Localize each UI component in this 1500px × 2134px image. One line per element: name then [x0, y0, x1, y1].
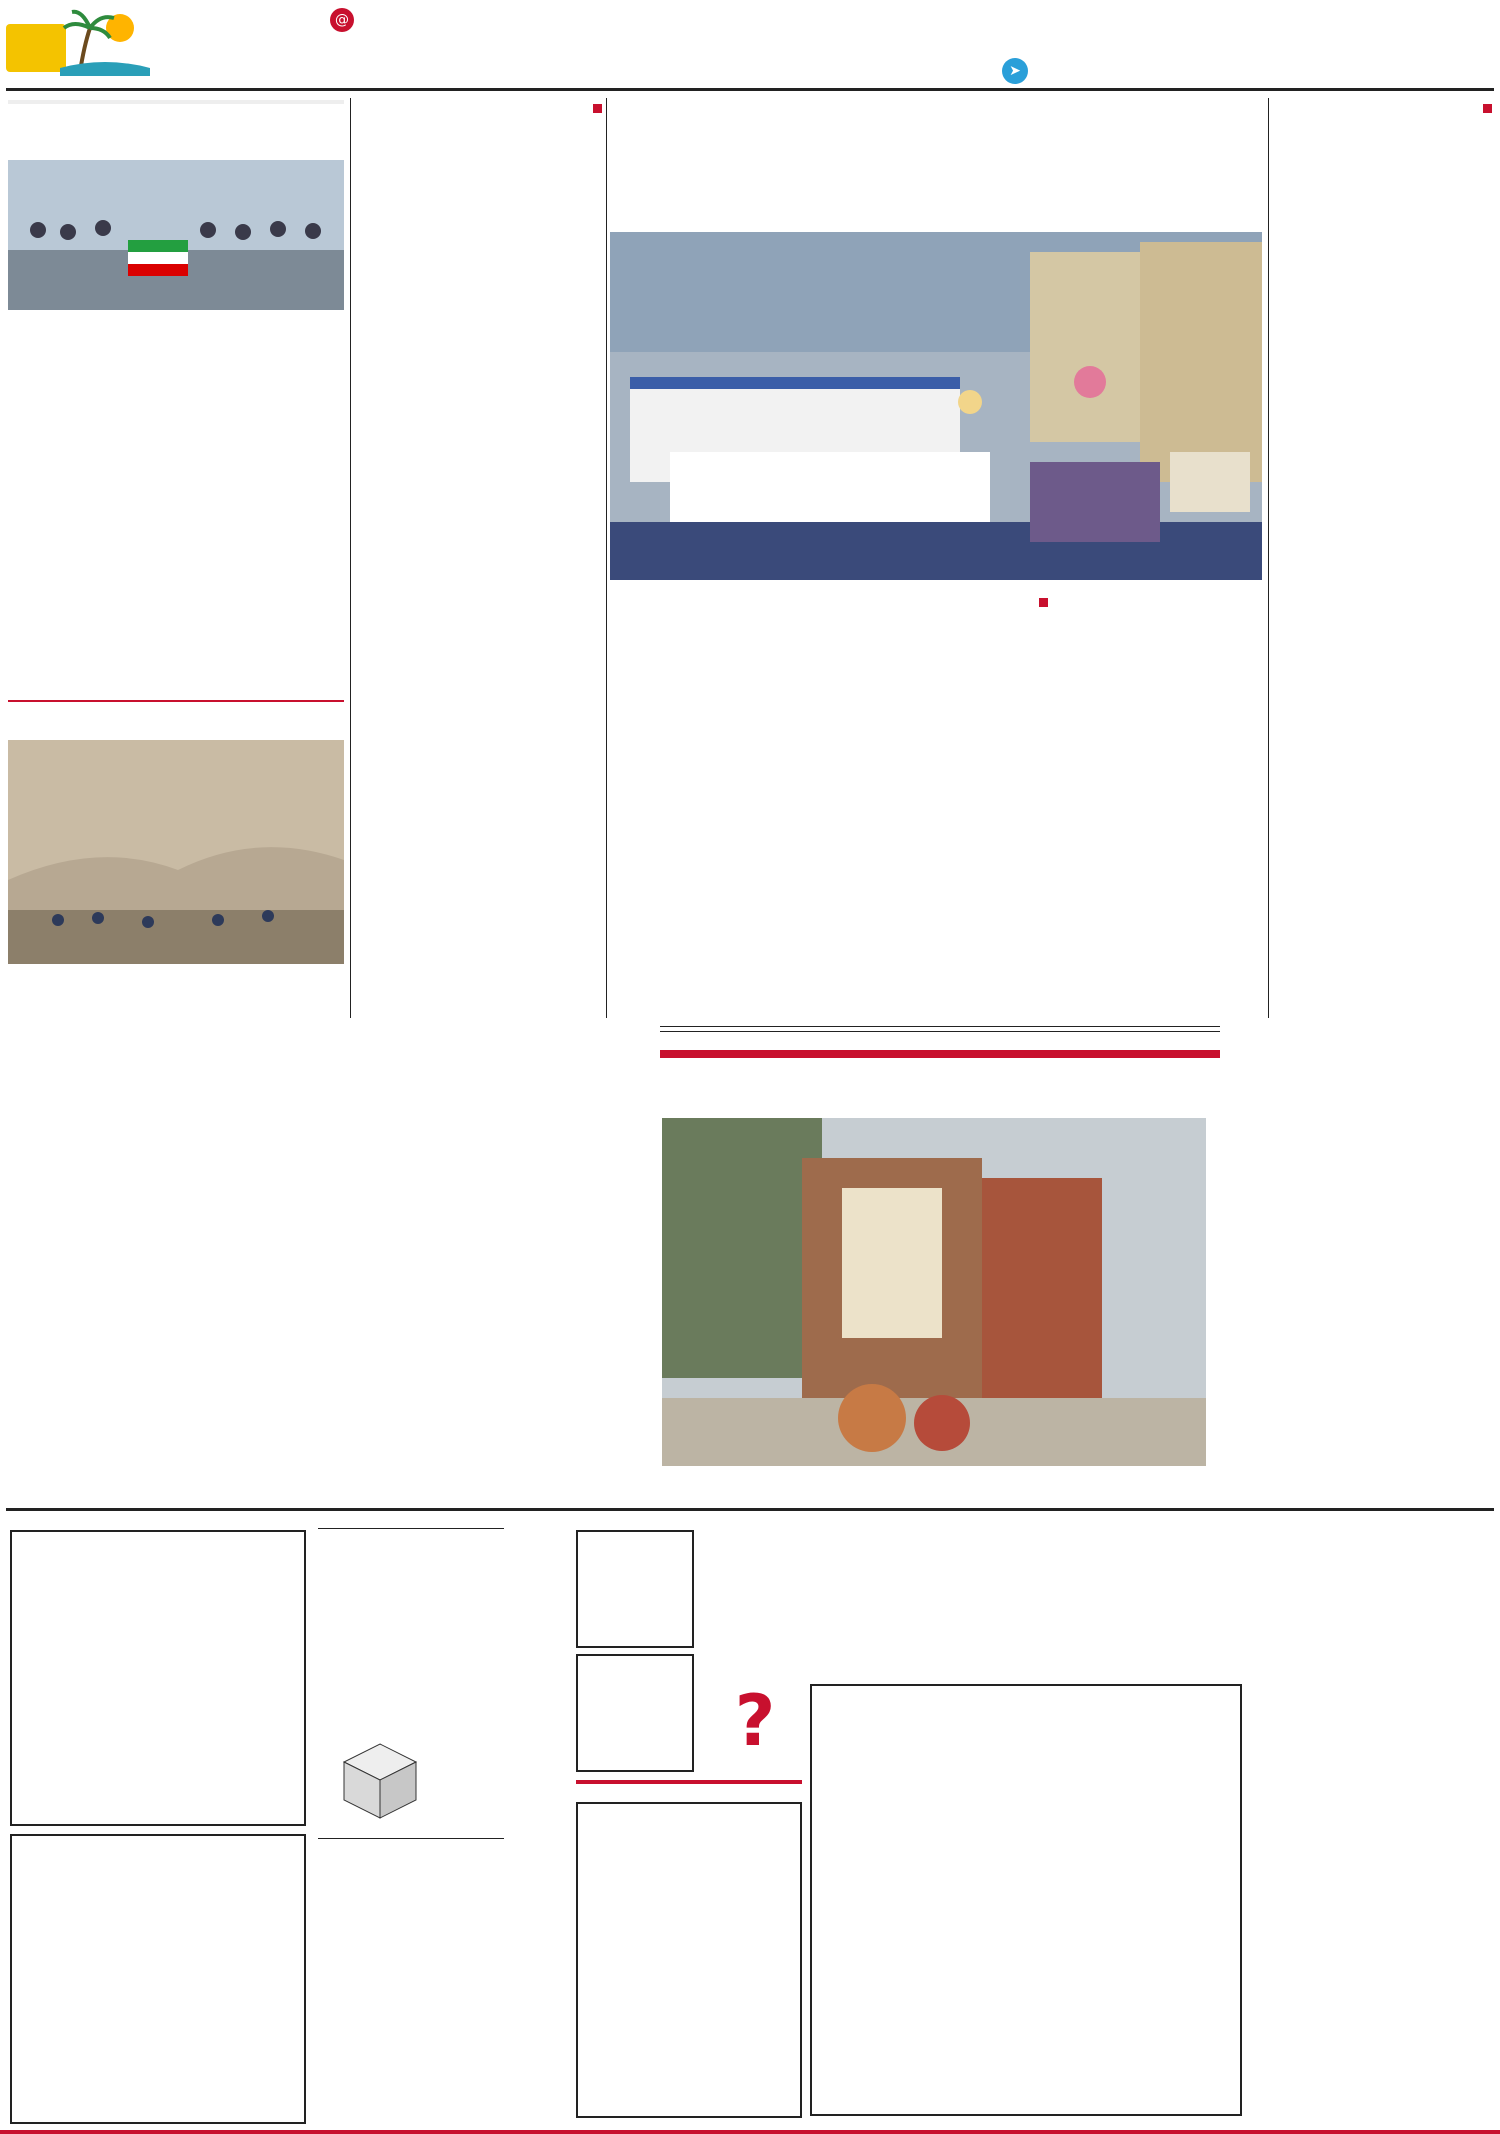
answer-title: [576, 1780, 802, 1784]
header-rule: [6, 88, 1494, 91]
report-kicker: [660, 1050, 1220, 1058]
sudoku-easy-title: [318, 1528, 504, 1529]
main-col-2: [1056, 592, 1262, 1018]
solution-easy-grid: [576, 1530, 694, 1648]
crossword-clues: [1266, 1556, 1492, 2130]
sudoku-cube-icon: [340, 1740, 420, 1820]
main-col-3: [842, 592, 1048, 1018]
question-mark-icon: ?: [734, 1680, 776, 1762]
report-caption: [662, 1470, 1206, 1510]
kermanshah-photo: [8, 740, 344, 964]
crossword-col-numbers: [810, 1660, 1242, 1680]
report-text-right: [1226, 1026, 1492, 1502]
main-intro-column: [1274, 98, 1492, 1018]
page-number-badge: [6, 24, 66, 72]
email-icon: @: [330, 8, 354, 32]
sub-heading: [1274, 104, 1492, 113]
hostel-column: [356, 98, 602, 1018]
crossword-more-clues: [790, 1520, 1260, 1584]
main-col-4: [614, 592, 834, 1018]
crossword-row-numbers: [1244, 1684, 1266, 2116]
telegram-icon: ➤: [1002, 58, 1028, 84]
news-tag: [8, 100, 344, 104]
hotel-room-photo: [610, 232, 1262, 580]
sudoku-hard-title: [318, 1838, 504, 1839]
sudoku-hard-grid[interactable]: [10, 1834, 306, 2124]
sudoku-rules: [318, 1612, 504, 1732]
report-photo: [662, 1118, 1206, 1466]
solution-hard-grid: [576, 1654, 694, 1772]
masthead: [0, 0, 1500, 88]
sudoku-about: [318, 1922, 504, 2042]
sudoku-easy-grid[interactable]: [10, 1530, 306, 1826]
crossword-grid[interactable]: [810, 1684, 1242, 2116]
answer-grid: [576, 1802, 802, 2118]
report-text-left: [356, 1026, 652, 1502]
abumusa-text: [8, 316, 344, 696]
abumusa-photo: [8, 160, 344, 310]
palm-icon: [60, 6, 150, 76]
report-tag: [660, 1026, 1220, 1032]
